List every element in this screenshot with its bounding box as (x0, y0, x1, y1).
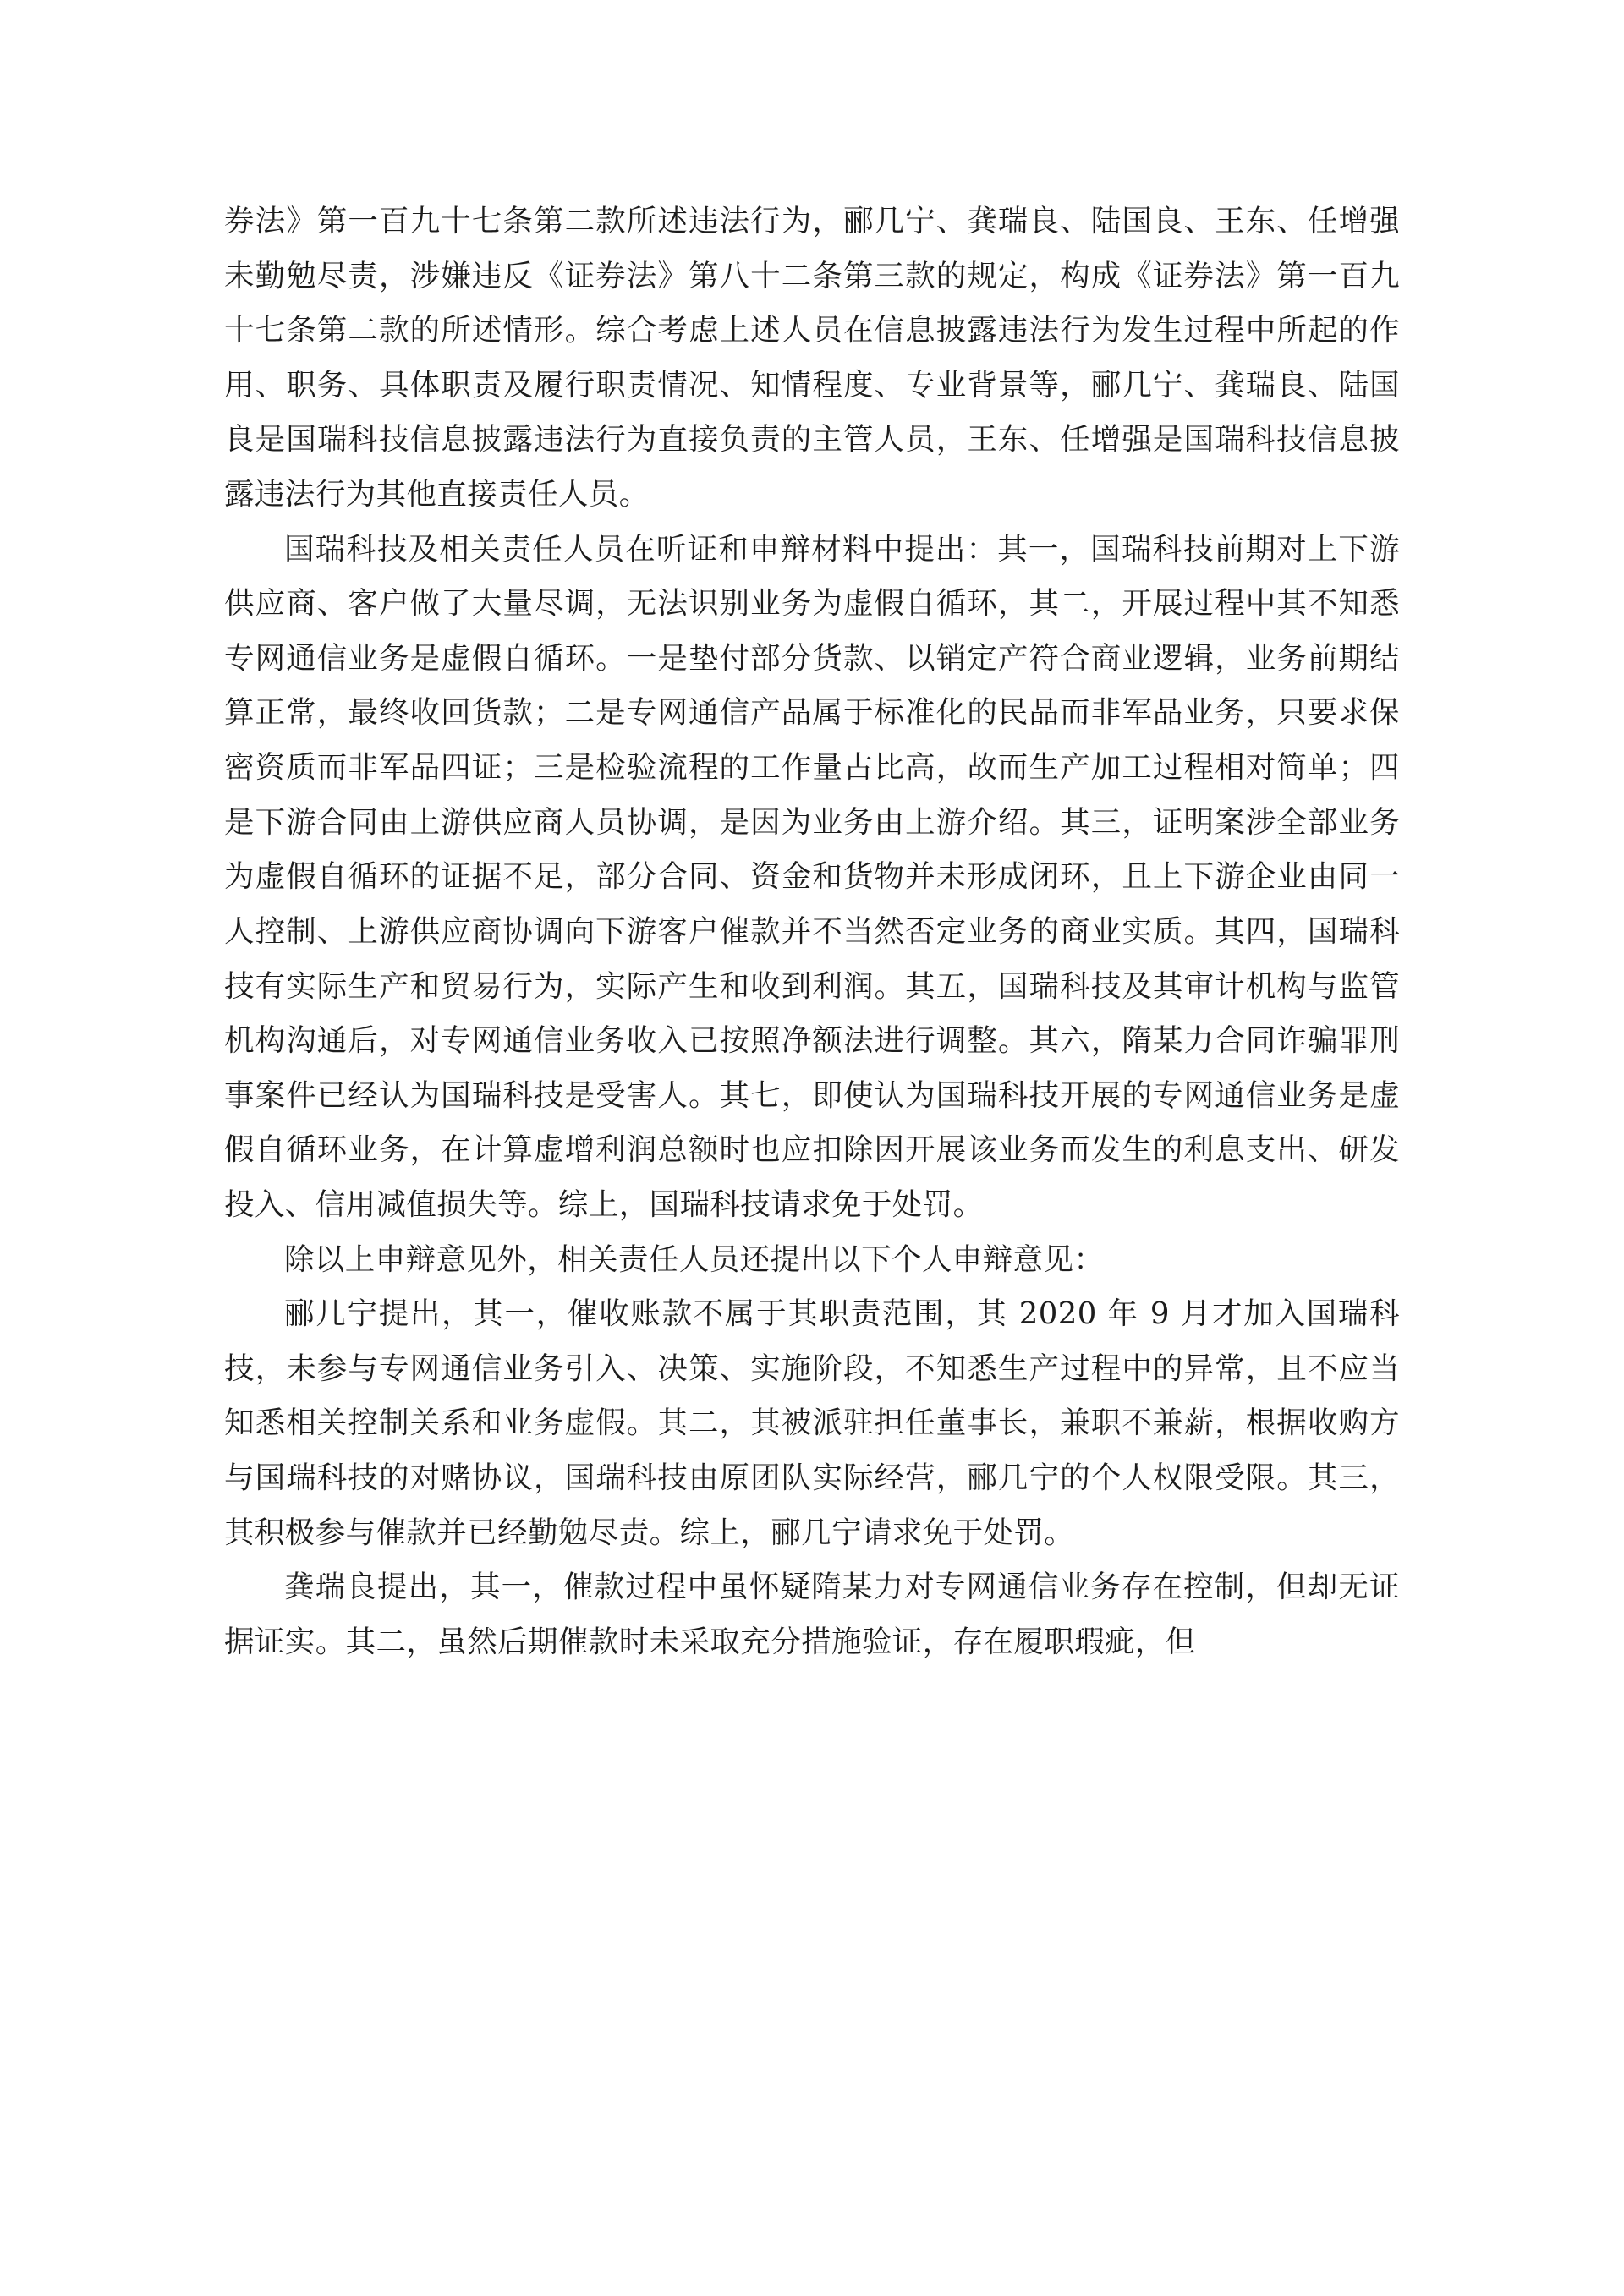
paragraph: 券法》第一百九十七条第二款所述违法行为，郦几宁、龚瑞良、陆国良、王东、任增强未勤勉尽责，涉嫌违反《证券法》第八十二条第三款的规定，构成《证券法》第一百九十七条第二款的所述情形。综合考虑上述人员在信息披露违法行为发生过程中所起的作用、职务、具体职责及履行职责情况、知情程度、专业背景等，郦几宁、龚瑞良、陆国良是国瑞科技信息披露违法行为直接负责的主管人员，王东、任增强是国瑞科技信息披露违法行为其他直接责任人员。 (224, 204, 1400, 512)
paragraph: 除以上申辩意见外，相关责任人员还提出以下个人申辩意见： (284, 1241, 1105, 1277)
paragraph: 国瑞科技及相关责任人员在听证和申辩材料中提出：其一，国瑞科技前期对上下游供应商、客户做了大量尽调，无法识别业务为虚假自循环，其二，开展过程中其不知悉专网通信业务是虚假自循环。一是垫付部分货款、以销定产符合商业逻辑，业务前期结算正常，最终收回货款；二是专网通信产品属于标准化的民品而非军品业务，只要求保密资质而非军品四证；三是检验流程的工作量占比高，故而生产加工过程相对简单；四是下游合同由上游供应商人员协调，是因为业务由上游介绍。其三，证明案涉全部业务为虚假自循环的证据不足，部分合同、资金和货物并未形成闭环，且上下游企业由同一人控制、上游供应商协调向下游客户催款并不当然否定业务的商业实质。其四，国瑞科技有实际生产和贸易行为，实际产生和收到利润。其五，国瑞科技及其审计机构与监管机构沟通后，对专网通信业务收入已按照净额法进行调整。其六，隋某力合同诈骗罪刑事案件已经认为国瑞科技是受害人。其七，即使认为国瑞科技开展的专网通信业务是虚假自循环业务，在计算虚增利润总额时也应扣除因开展该业务而发生的利息支出、研发投入、信用减值损失等。综上，国瑞科技请求免于处罚。 (224, 531, 1400, 1222)
paragraph: 龚瑞良提出，其一，催款过程中虽怀疑隋某力对专网通信业务存在控制，但却无证据证实。其二，虽然后期催款时未采取充分措施验证，存在履职瑕疵，但 (224, 1570, 1400, 1659)
document-body (224, 195, 1400, 1669)
paragraph: 郦几宁提出，其一，催收账款不属于其职责范围，其 2020 年 9 月才加入国瑞科技，未参与专网通信业务引入、决策、实施阶段，不知悉生产过程中的异常，且不应当知悉相关控制关系和业务虚假。其二，其被派驻担任董事长，兼职不兼薪，根据收购方与国瑞科技的对赌协议，国瑞科技由原团队实际经营，郦几宁的个人权限受限。其三，其积极参与催款并已经勤勉尽责。综上，郦几宁请求免于处罚。 (224, 1296, 1400, 1550)
